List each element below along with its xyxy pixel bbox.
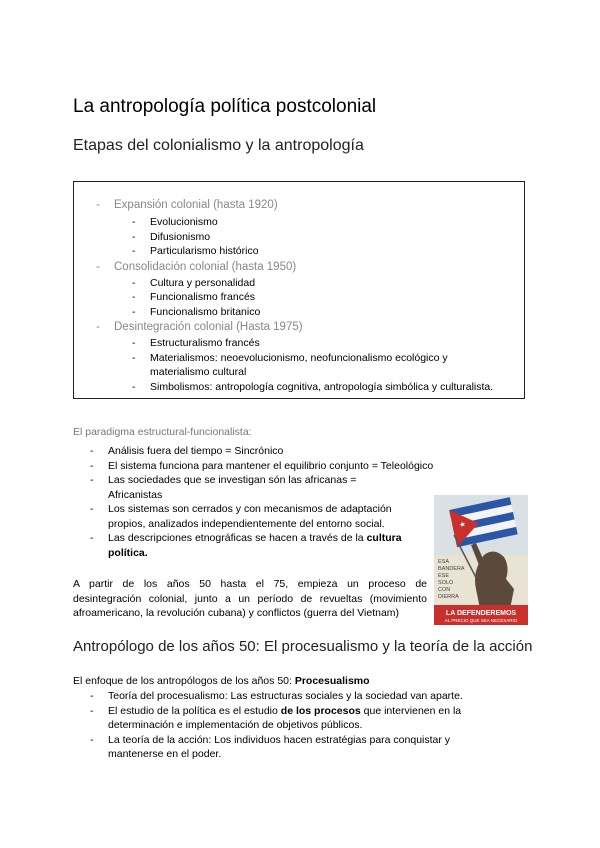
section2-intro: El enfoque de los antropólogos de los años 50: Procesualismo (73, 675, 370, 687)
procesualismo-list (90, 689, 510, 762)
section-heading-procesualismo: Antropólogo de los años 50: El procesualismo y la teoría de la acción (73, 638, 533, 655)
cuban-revolution-poster (434, 495, 528, 625)
paradigm-list (90, 444, 434, 560)
poster-image (434, 495, 528, 625)
list-item-continuation: materialismo cultural (150, 366, 247, 378)
list-item: - Simbolismos: antropología cognitiva, antropología simbólica y culturalista. (132, 381, 494, 393)
poster-text: CON (438, 587, 451, 593)
list-item: - El sistema funciona para mantener el equilibrio conjunto = Teleológico (90, 459, 434, 472)
list-item: - Análisis fuera del tiempo = Sincrónico (90, 445, 284, 457)
poster-subbanner: AL PRECIO QUE SEA NECESARIO (444, 618, 518, 623)
paradigm-heading: El paradigma estructural-funcionalista: (73, 426, 252, 438)
list-item: - El estudio de la política es el estudio de los procesos que intervienen en la (90, 704, 462, 717)
poster-banner: LA DEFENDEREMOS (445, 610, 517, 617)
list-item: - Las sociedades que se investigan són las africanas = (90, 474, 357, 486)
list-item-continuation: determinación e implementación de objetivos públicos. (108, 719, 363, 731)
stage-consolidacion: - Consolidación colonial (hasta 1950) (96, 261, 297, 273)
section-heading-etapas: Etapas del colonialismo y la antropología (73, 137, 364, 154)
paragraph: A partir de los años 50 hasta el 75, empieza un proceso de desintegración colonial, junto a un período de revueltas (movimiento afroamericano, la revolución cubana) y conflictos (guerra del Vietnam) (73, 578, 427, 619)
poster-text: DIERRA (438, 594, 459, 600)
list-item: - Teoría del procesualismo: Las estructuras sociales y la sociedad van aparte. (90, 690, 463, 702)
list-item-continuation: propios, analizados independientemente del entorno social. (108, 517, 385, 530)
list-item: - Difusionismo (132, 231, 211, 243)
list-item: - Particularismo histórico (132, 245, 259, 257)
poster-text: ESA (438, 559, 450, 565)
poster-text: SOLO (438, 580, 454, 586)
list-item-continuation: política. (108, 546, 148, 559)
list-item: - Funcionalismo britanico (132, 306, 261, 318)
list-item-continuation: mantenerse en el poder. (108, 748, 222, 760)
page-title: La antropología política postcolonial (73, 96, 377, 117)
stage-expansion: - Expansión colonial (hasta 1920) (96, 199, 278, 211)
poster-text: BANDERA (438, 566, 465, 572)
list-item: - La teoría de la acción: Los individuos hacen estratégias para conquistar y (90, 733, 451, 746)
list-item: - Los sistemas son cerrados y con mecanismos de adaptación (90, 503, 392, 515)
list-item: - Materialismos: neoevolucionismo, neofuncionalismo ecológico y (132, 352, 448, 364)
list-item: - Estructuralismo francés (132, 337, 260, 349)
list-item: - Evolucionismo (132, 216, 218, 228)
list-item: - Funcionalismo francés (132, 291, 256, 303)
list-item-continuation: Africanistas (108, 488, 163, 501)
stage-desintegracion: - Desintegración colonial (Hasta 1975) (96, 321, 303, 333)
poster-text: ESE (438, 573, 450, 579)
list-item: - Las descripciones etnográficas se hacen a través de la cultura (90, 532, 402, 544)
list-item: - Cultura y personalidad (132, 277, 256, 289)
stages-box (73, 181, 525, 399)
